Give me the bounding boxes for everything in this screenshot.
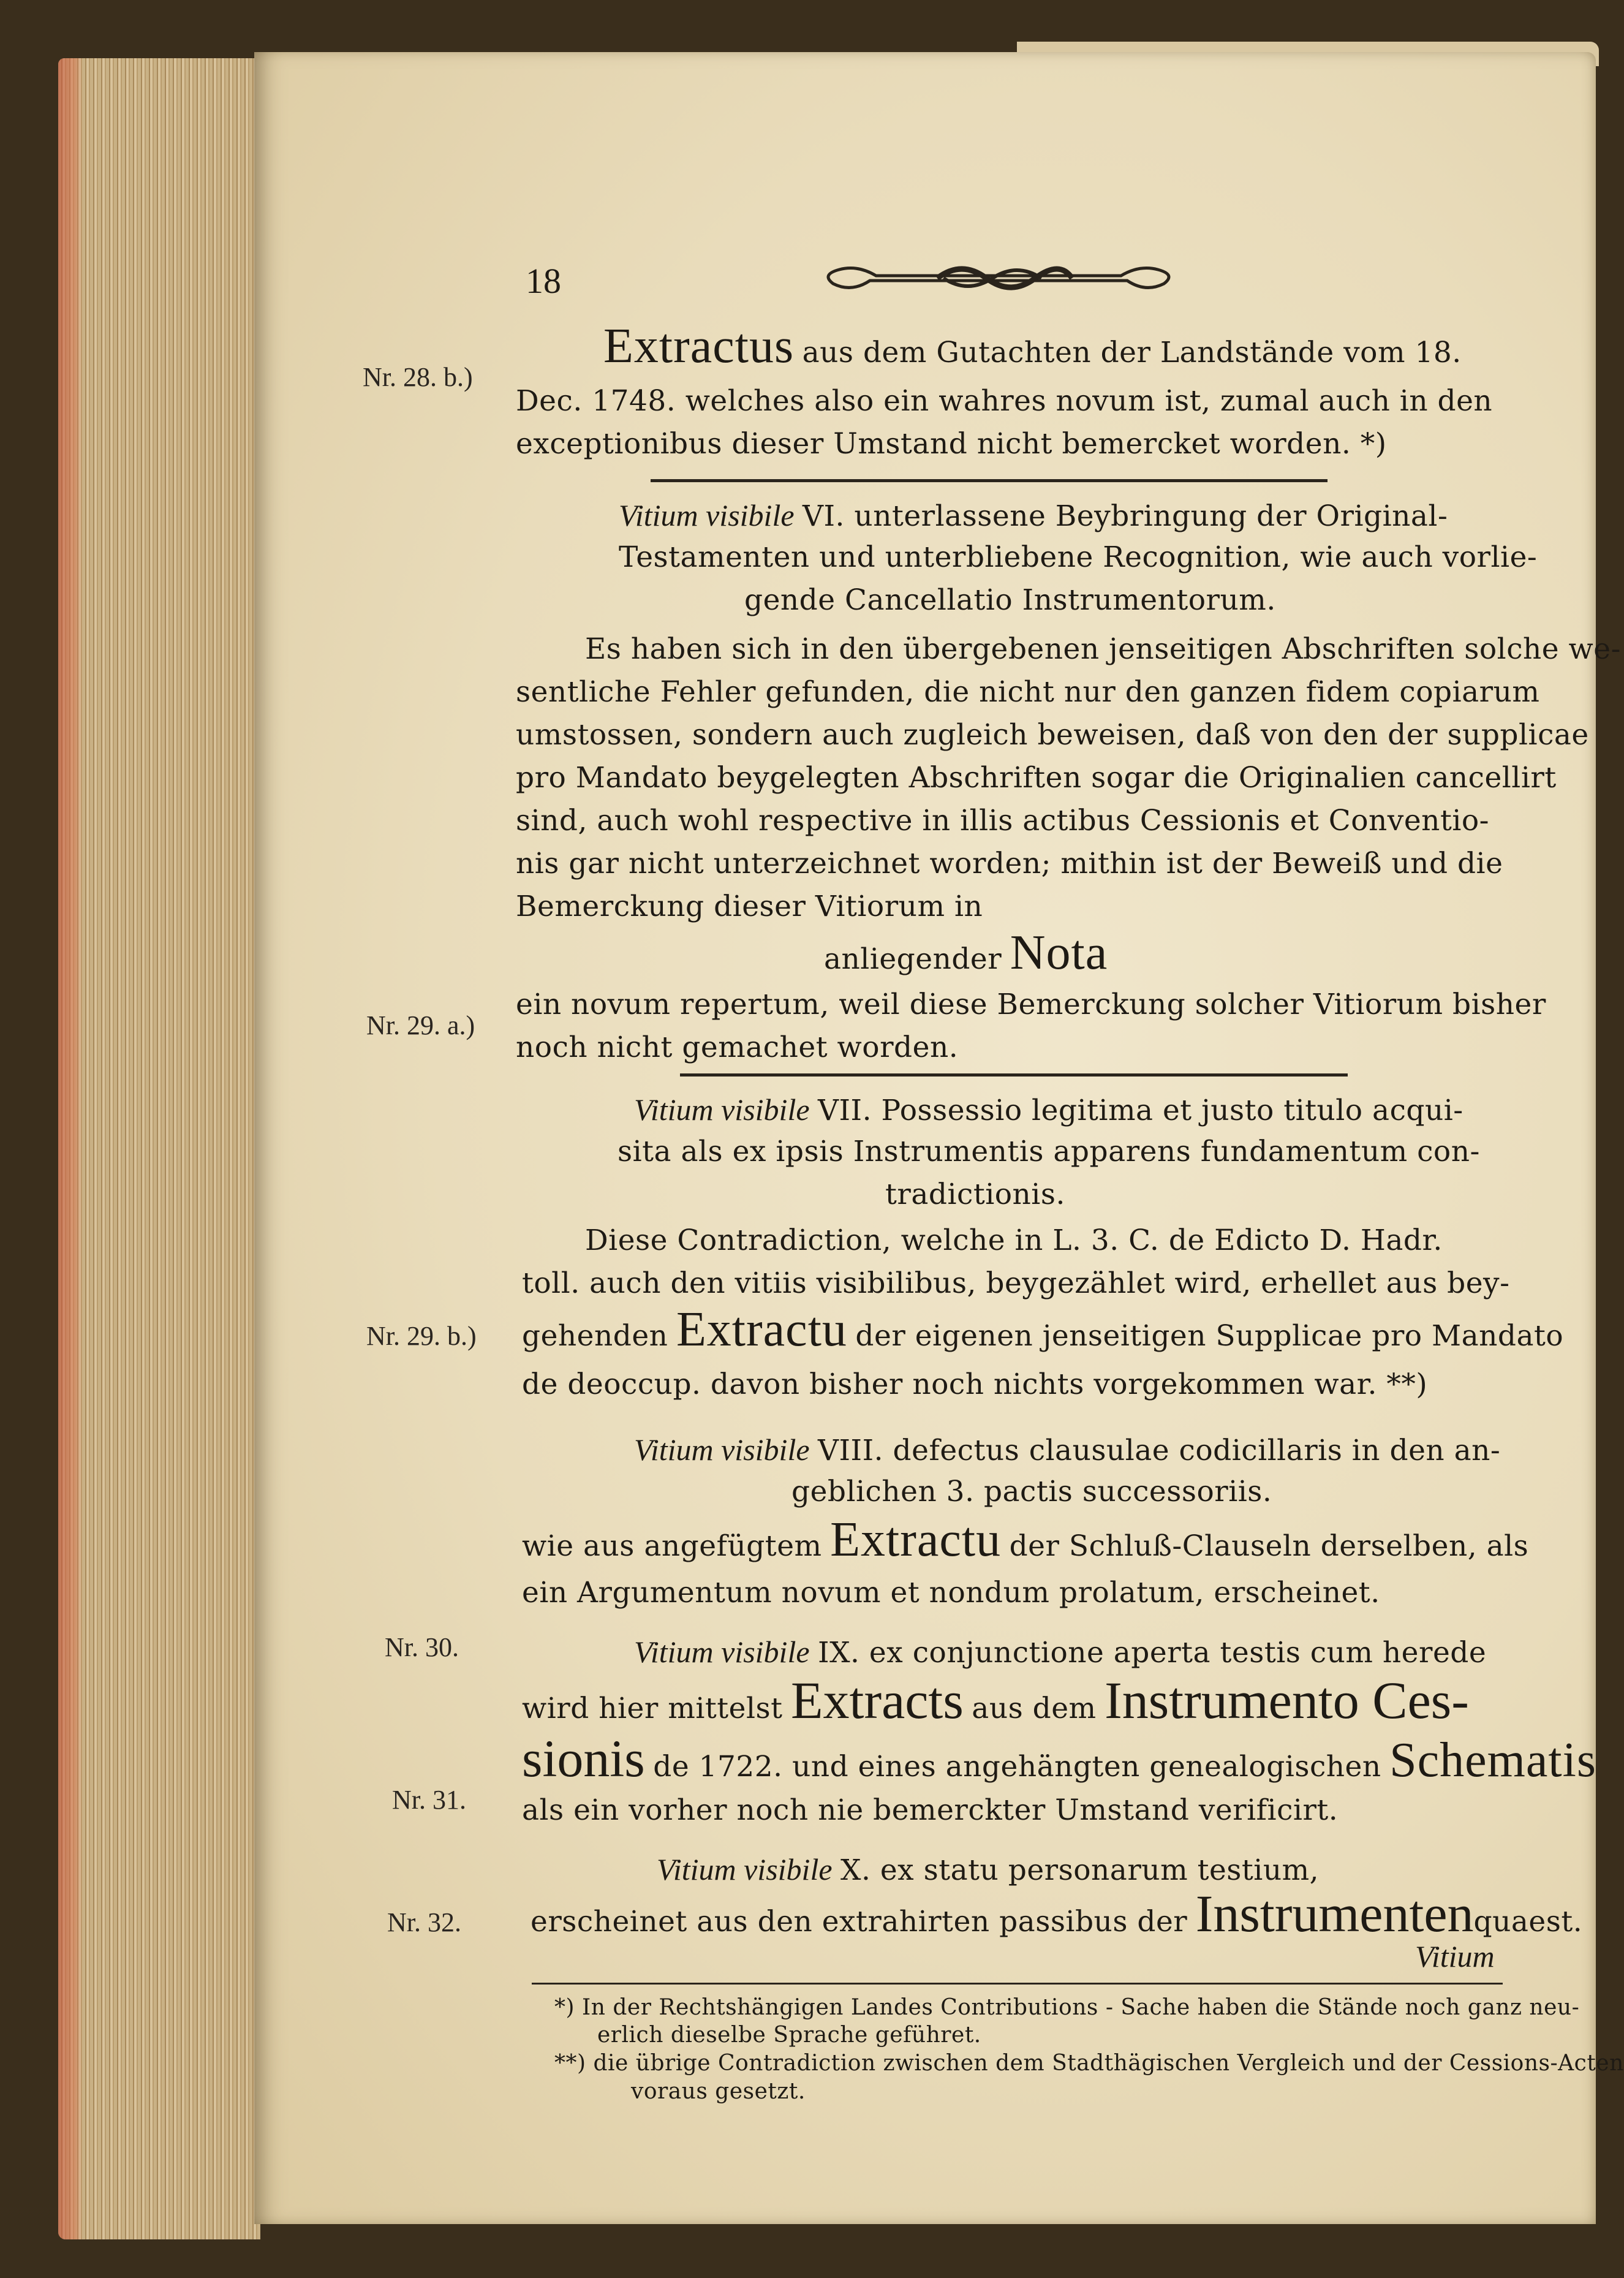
vitium-7-line-3: tradictionis. <box>885 1178 1065 1211</box>
para2-line-3: gehenden Extractu der eigenen jenseitigen Supplicae pro Mandato <box>522 1303 1564 1357</box>
vitium-9-line-1: Vitium visibile IX. ex conjunctione aperta testis cum herede <box>634 1635 1487 1670</box>
vitium-9-line-4: als ein vorher noch nie bemerckter Umstand verificirt. <box>522 1793 1339 1827</box>
para1-line-2: sentliche Fehler gefunden, die nicht nur den ganzen fidem copiarum <box>516 675 1540 709</box>
vitium-9-line-2: wird hier mittelst Extracts aus dem Instrumento Ces- <box>522 1671 1469 1730</box>
vitium-8-line-1: Vitium visibile VIII. defectus clausulae codicillaris in den an- <box>634 1432 1501 1467</box>
para1-line-5: sind, auch wohl respective in illis actibus Cessionis et Conventio- <box>516 804 1490 838</box>
para1-line-4: pro Mandato beygelegten Abschriften sogar die Originalien cancellirt <box>516 761 1557 795</box>
para1-line-1: Es haben sich in den übergebenen jenseitigen Abschriften solche we- <box>585 632 1621 666</box>
footnote-2-line-2: voraus gesetzt. <box>631 2079 806 2104</box>
margin-note-29b: Nr. 29. b.) <box>366 1321 477 1351</box>
para3-line-2: ein Argumentum novum et nondum prolatum, erscheinet. <box>522 1576 1380 1610</box>
vitium-6-line-3: gende Cancellatio Instrumentorum. <box>744 583 1276 617</box>
footnote-2-line-1: **) die übrige Contradiction zwischen dem Stadthägischen Vergleich und der Cessions-Acten <box>554 2051 1624 2076</box>
para1-line-9: ein novum repertum, weil diese Bemerckung solcher Vitiorum bisher <box>516 988 1546 1021</box>
footnote-1-line-1: *) In der Rechtshängigen Landes Contributions - Sache haben die Stände noch ganz neu- <box>554 1995 1580 2020</box>
para1-line-7: Bemerckung dieser Vitiorum in <box>516 890 983 923</box>
para3-line-1: wie aus angefügtem Extractu der Schluß-Clauseln derselben, als <box>522 1513 1529 1567</box>
ornament-icon <box>821 256 1176 299</box>
extractus-line-3: exceptionibus dieser Umstand nicht bemercket worden. *) <box>516 427 1387 461</box>
vitium-7-line-2: sita als ex ipsis Instrumentis apparens fundamentum con- <box>617 1135 1480 1168</box>
vitium-6-line-1: Vitium visibile VI. unterlassene Beybringung der Original- <box>619 498 1448 533</box>
vitium-10-line-2: erscheinet aus den extrahirten passibus der Instrumentenquaest. <box>531 1884 1583 1943</box>
extractus-line-2: Dec. 1748. welches also ein wahres novum ist, zumal auch in den <box>516 384 1493 418</box>
para1-line-3: umstossen, sondern auch zugleich beweisen, daß von den der supplicae <box>516 718 1589 752</box>
footnote-rule <box>532 1983 1503 1985</box>
vitium-8-line-2: geblichen 3. pactis successoriis. <box>791 1475 1272 1508</box>
section-rule <box>680 1073 1348 1077</box>
margin-note-29a: Nr. 29. a.) <box>366 1010 475 1040</box>
para1-line-10: noch nicht gemachet worden. <box>516 1031 959 1064</box>
page-number: 18 <box>526 261 561 301</box>
margin-note-31: Nr. 31. <box>392 1785 466 1815</box>
section-rule <box>651 479 1328 482</box>
para2-line-4: de deoccup. davon bisher noch nichts vorgekommen war. **) <box>522 1368 1428 1401</box>
vitium-6-line-2: Testamenten und unterbliebene Recognition, wie auch vorlie- <box>619 540 1538 574</box>
page-edges <box>58 58 260 2239</box>
para2-line-2: toll. auch den vitiis visibilibus, beygezählet wird, erhellet aus bey- <box>522 1266 1510 1300</box>
vitium-10-line-1: Vitium visibile X. ex statu personarum testium, <box>657 1852 1320 1887</box>
para1-line-6: nis gar nicht unterzeichnet worden; mithin ist der Beweiß und die <box>516 847 1503 880</box>
vitium-7-line-1: Vitium visibile VII. Possessio legitima et justo titulo acqui- <box>634 1092 1463 1127</box>
footnote-1-line-2: erlich dieselbe Sprache geführet. <box>597 2023 981 2048</box>
margin-note-28b: Nr. 28. b.) <box>363 362 473 392</box>
para2-line-1: Diese Contradiction, welche in L. 3. C. de Edicto D. Hadr. <box>585 1224 1443 1257</box>
vitium-9-line-3: sionis de 1722. und eines angehängten genealogischen Schematis <box>522 1729 1596 1788</box>
extractus-line-1: Extractus aus dem Gutachten der Landstände vom 18. <box>603 319 1462 373</box>
margin-note-30: Nr. 30. <box>385 1632 459 1662</box>
margin-note-32: Nr. 32. <box>387 1907 461 1937</box>
para1-line-8: anliegender Nota <box>824 926 1108 980</box>
catchword: Vitium <box>1415 1939 1495 1973</box>
